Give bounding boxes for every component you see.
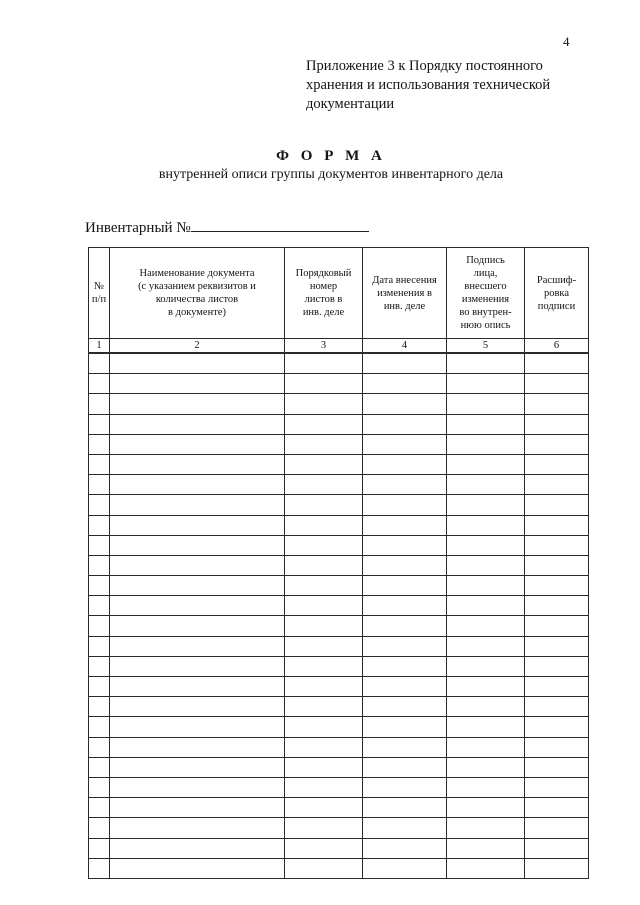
table-cell[interactable] <box>285 656 363 676</box>
table-row <box>89 737 589 757</box>
table-cell[interactable] <box>110 374 285 394</box>
table-cell[interactable] <box>525 495 589 515</box>
table-row <box>89 576 589 596</box>
table-row <box>89 495 589 515</box>
table-row <box>89 677 589 697</box>
table-cell[interactable] <box>363 777 447 797</box>
table-cell[interactable] <box>363 697 447 717</box>
appendix-line: документации <box>306 96 395 112</box>
table-cell[interactable] <box>447 495 525 515</box>
table-cell[interactable] <box>285 414 363 434</box>
table-row <box>89 475 589 495</box>
table-cell[interactable] <box>525 454 589 474</box>
header-text-line: внесшего <box>464 281 507 292</box>
table-cell[interactable] <box>363 818 447 838</box>
table-cell[interactable] <box>285 616 363 636</box>
table-cell[interactable] <box>89 414 110 434</box>
table-cell[interactable] <box>89 697 110 717</box>
header-text-line: № <box>93 281 105 292</box>
table-cell[interactable] <box>89 495 110 515</box>
table-cell[interactable] <box>285 677 363 697</box>
table-cell[interactable] <box>89 757 110 777</box>
table-cell[interactable] <box>363 616 447 636</box>
header-text-line: подписи <box>537 300 576 312</box>
table-row <box>89 353 589 374</box>
table-cell[interactable] <box>363 454 447 474</box>
table-cell[interactable] <box>110 616 285 636</box>
table-cell[interactable] <box>110 717 285 737</box>
header-sheet-number <box>285 248 363 339</box>
table-cell[interactable] <box>447 777 525 797</box>
appendix-line: Приложение 3 к Порядку постоянного <box>306 58 543 74</box>
table-cell[interactable] <box>447 576 525 596</box>
table-cell[interactable] <box>285 697 363 717</box>
table-cell[interactable] <box>525 858 589 878</box>
table-row <box>89 757 589 777</box>
table-cell[interactable] <box>285 434 363 454</box>
table-cell[interactable] <box>89 535 110 555</box>
table-cell[interactable] <box>363 717 447 737</box>
header-text-line: (с указанием реквизитов и <box>138 281 256 292</box>
table-cell[interactable] <box>363 414 447 434</box>
table-cell[interactable] <box>110 475 285 495</box>
table-cell[interactable] <box>89 576 110 596</box>
table-cell[interactable] <box>285 555 363 575</box>
header-text-line: номер <box>309 281 338 292</box>
table-cell[interactable] <box>363 434 447 454</box>
table-cell[interactable] <box>363 353 447 374</box>
header-text-line: лица, <box>473 268 498 279</box>
table-cell[interactable] <box>447 555 525 575</box>
table-cell[interactable] <box>447 616 525 636</box>
table-cell[interactable] <box>525 798 589 818</box>
table-cell[interactable] <box>285 475 363 495</box>
table-cell[interactable] <box>363 858 447 878</box>
header-number <box>89 248 110 339</box>
table-cell[interactable] <box>363 757 447 777</box>
table-cell[interactable] <box>285 394 363 414</box>
table-row <box>89 616 589 636</box>
table-row <box>89 717 589 737</box>
table-cell[interactable] <box>285 858 363 878</box>
table-cell[interactable] <box>447 798 525 818</box>
table-row <box>89 858 589 878</box>
table-cell[interactable] <box>285 757 363 777</box>
table-cell[interactable] <box>447 434 525 454</box>
header-text-line: Порядковый <box>295 268 352 279</box>
table-cell[interactable] <box>110 677 285 697</box>
header-text-line: Расшиф- <box>536 274 577 286</box>
table-cell[interactable] <box>447 717 525 737</box>
header-text-line: изменения <box>461 294 510 305</box>
table-cell[interactable] <box>89 818 110 838</box>
header-document-name <box>110 248 285 339</box>
table-cell[interactable] <box>525 697 589 717</box>
table-cell[interactable] <box>285 777 363 797</box>
header-change-date <box>363 248 447 339</box>
inventory-table <box>88 247 589 879</box>
table-row <box>89 777 589 797</box>
table-cell[interactable] <box>525 757 589 777</box>
table-cell[interactable] <box>447 737 525 757</box>
table-cell[interactable] <box>447 353 525 374</box>
table-cell[interactable] <box>89 777 110 797</box>
table-cell[interactable] <box>525 838 589 858</box>
table-cell[interactable] <box>110 838 285 858</box>
table-cell[interactable] <box>525 677 589 697</box>
table-cell[interactable] <box>110 737 285 757</box>
table-cell[interactable] <box>447 656 525 676</box>
table-cell[interactable] <box>89 616 110 636</box>
table-cell[interactable] <box>447 818 525 838</box>
table-cell[interactable] <box>110 576 285 596</box>
table-cell[interactable] <box>363 535 447 555</box>
table-cell[interactable] <box>363 475 447 495</box>
table-cell[interactable] <box>285 374 363 394</box>
table-cell[interactable] <box>525 555 589 575</box>
table-cell[interactable] <box>110 555 285 575</box>
table-cell[interactable] <box>525 636 589 656</box>
table-cell[interactable] <box>110 636 285 656</box>
appendix-note <box>306 57 606 114</box>
table-header-row <box>89 248 589 339</box>
column-number: 3 <box>285 339 363 354</box>
table-cell[interactable] <box>89 656 110 676</box>
table-cell[interactable] <box>363 394 447 414</box>
inventory-number-label: Инвентарный № <box>85 220 191 236</box>
table-row <box>89 374 589 394</box>
table-cell[interactable] <box>525 353 589 374</box>
table-cell[interactable] <box>447 596 525 616</box>
column-number: 5 <box>447 339 525 354</box>
table-row <box>89 434 589 454</box>
table-cell[interactable] <box>110 353 285 374</box>
table-cell[interactable] <box>363 515 447 535</box>
table-cell[interactable] <box>110 798 285 818</box>
table-cell[interactable] <box>89 434 110 454</box>
table-cell[interactable] <box>285 798 363 818</box>
header-text-line: нюю опись <box>460 320 511 331</box>
table-cell[interactable] <box>89 454 110 474</box>
column-number: 2 <box>110 339 285 354</box>
table-cell[interactable] <box>285 454 363 474</box>
table-row <box>89 414 589 434</box>
table-cell[interactable] <box>110 656 285 676</box>
table-cell[interactable] <box>110 757 285 777</box>
table-row <box>89 596 589 616</box>
header-text-line: изменения в <box>377 287 432 299</box>
table-body <box>89 353 589 878</box>
table-cell[interactable] <box>447 858 525 878</box>
table-row <box>89 454 589 474</box>
header-text-line: количества листов <box>155 294 239 305</box>
table-cell[interactable] <box>110 394 285 414</box>
header-text-line: ровка <box>543 287 570 299</box>
table-cell[interactable] <box>89 737 110 757</box>
table-cell[interactable] <box>285 636 363 656</box>
table-row <box>89 798 589 818</box>
table-cell[interactable] <box>110 434 285 454</box>
header-text-line: п/п <box>91 294 107 305</box>
column-number: 1 <box>89 339 110 354</box>
page-number: 4 <box>563 34 570 49</box>
header-text-line: Подпись <box>466 255 505 266</box>
table-cell[interactable] <box>363 495 447 515</box>
table-cell[interactable] <box>110 535 285 555</box>
table-cell[interactable] <box>363 374 447 394</box>
inventory-number-field <box>85 217 369 237</box>
table-cell[interactable] <box>363 677 447 697</box>
table-cell[interactable] <box>447 636 525 656</box>
table-row <box>89 656 589 676</box>
table-cell[interactable] <box>110 495 285 515</box>
table-row <box>89 515 589 535</box>
table-cell[interactable] <box>525 576 589 596</box>
table-cell[interactable] <box>285 495 363 515</box>
table-cell[interactable] <box>285 596 363 616</box>
table-cell[interactable] <box>447 475 525 495</box>
table-cell[interactable] <box>110 414 285 434</box>
table-cell[interactable] <box>447 394 525 414</box>
table-row <box>89 697 589 717</box>
header-signature <box>447 248 525 339</box>
table-cell[interactable] <box>363 798 447 818</box>
table-cell[interactable] <box>525 414 589 434</box>
table-cell[interactable] <box>89 394 110 414</box>
table-row <box>89 636 589 656</box>
table-cell[interactable] <box>525 434 589 454</box>
table-cell[interactable] <box>110 818 285 838</box>
table-cell[interactable] <box>285 576 363 596</box>
table-cell[interactable] <box>447 535 525 555</box>
table-cell[interactable] <box>525 737 589 757</box>
table-cell[interactable] <box>525 596 589 616</box>
table-cell[interactable] <box>110 697 285 717</box>
table-cell[interactable] <box>525 515 589 535</box>
table-cell[interactable] <box>89 596 110 616</box>
table-row <box>89 535 589 555</box>
table-cell[interactable] <box>525 616 589 636</box>
table-cell[interactable] <box>89 475 110 495</box>
table-cell[interactable] <box>89 717 110 737</box>
header-text-line: Наименование документа <box>139 268 255 279</box>
table-cell[interactable] <box>447 454 525 474</box>
table-cell[interactable] <box>89 555 110 575</box>
table-cell[interactable] <box>285 737 363 757</box>
table-cell[interactable] <box>285 515 363 535</box>
column-number: 4 <box>363 339 447 354</box>
column-number: 6 <box>525 339 589 354</box>
table-cell[interactable] <box>110 515 285 535</box>
form-title: Ф О Р М А <box>276 148 386 164</box>
table-cell[interactable] <box>363 596 447 616</box>
table-cell[interactable] <box>110 777 285 797</box>
table-cell[interactable] <box>285 717 363 737</box>
header-text-line: инв. деле <box>383 300 426 312</box>
table-cell[interactable] <box>89 353 110 374</box>
table-cell[interactable] <box>89 636 110 656</box>
table-cell[interactable] <box>363 737 447 757</box>
table-row <box>89 394 589 414</box>
table-row <box>89 818 589 838</box>
inventory-number-blank[interactable] <box>191 217 369 232</box>
table-cell[interactable] <box>363 838 447 858</box>
table-cell[interactable] <box>525 717 589 737</box>
table-cell[interactable] <box>525 777 589 797</box>
table-cell[interactable] <box>447 515 525 535</box>
table-cell[interactable] <box>285 818 363 838</box>
table-cell[interactable] <box>89 374 110 394</box>
table-cell[interactable] <box>89 798 110 818</box>
table-cell[interactable] <box>110 454 285 474</box>
form-subtitle: внутренней описи группы документов инвентарного дела <box>158 167 504 182</box>
header-signature-decoding <box>525 248 589 339</box>
table-cell[interactable] <box>447 757 525 777</box>
table-cell[interactable] <box>89 838 110 858</box>
table-cell[interactable] <box>363 576 447 596</box>
appendix-line: хранения и использования технической <box>306 77 551 93</box>
header-text-line: Дата внесения <box>372 274 437 286</box>
table-cell[interactable] <box>447 677 525 697</box>
table-cell[interactable] <box>89 858 110 878</box>
table-cell[interactable] <box>447 838 525 858</box>
table-cell[interactable] <box>110 596 285 616</box>
table-row <box>89 838 589 858</box>
table-cell[interactable] <box>447 697 525 717</box>
table-cell[interactable] <box>89 677 110 697</box>
table-cell[interactable] <box>363 555 447 575</box>
column-number-row <box>89 339 589 354</box>
table-cell[interactable] <box>89 515 110 535</box>
header-text-line: инв. деле <box>302 307 345 318</box>
table-cell[interactable] <box>285 353 363 374</box>
header-text-line: во внутрен- <box>459 307 512 318</box>
table-cell[interactable] <box>363 656 447 676</box>
table-cell[interactable] <box>525 394 589 414</box>
table-cell[interactable] <box>525 374 589 394</box>
table-cell[interactable] <box>525 475 589 495</box>
table-cell[interactable] <box>110 858 285 878</box>
table-cell[interactable] <box>285 535 363 555</box>
header-text-line: в документе) <box>168 307 226 318</box>
table-cell[interactable] <box>363 636 447 656</box>
table-cell[interactable] <box>285 838 363 858</box>
table-row <box>89 555 589 575</box>
table-cell[interactable] <box>447 414 525 434</box>
table-cell[interactable] <box>525 535 589 555</box>
header-text-line: листов в <box>304 294 343 305</box>
table-cell[interactable] <box>525 656 589 676</box>
table-cell[interactable] <box>447 374 525 394</box>
table-cell[interactable] <box>525 818 589 838</box>
